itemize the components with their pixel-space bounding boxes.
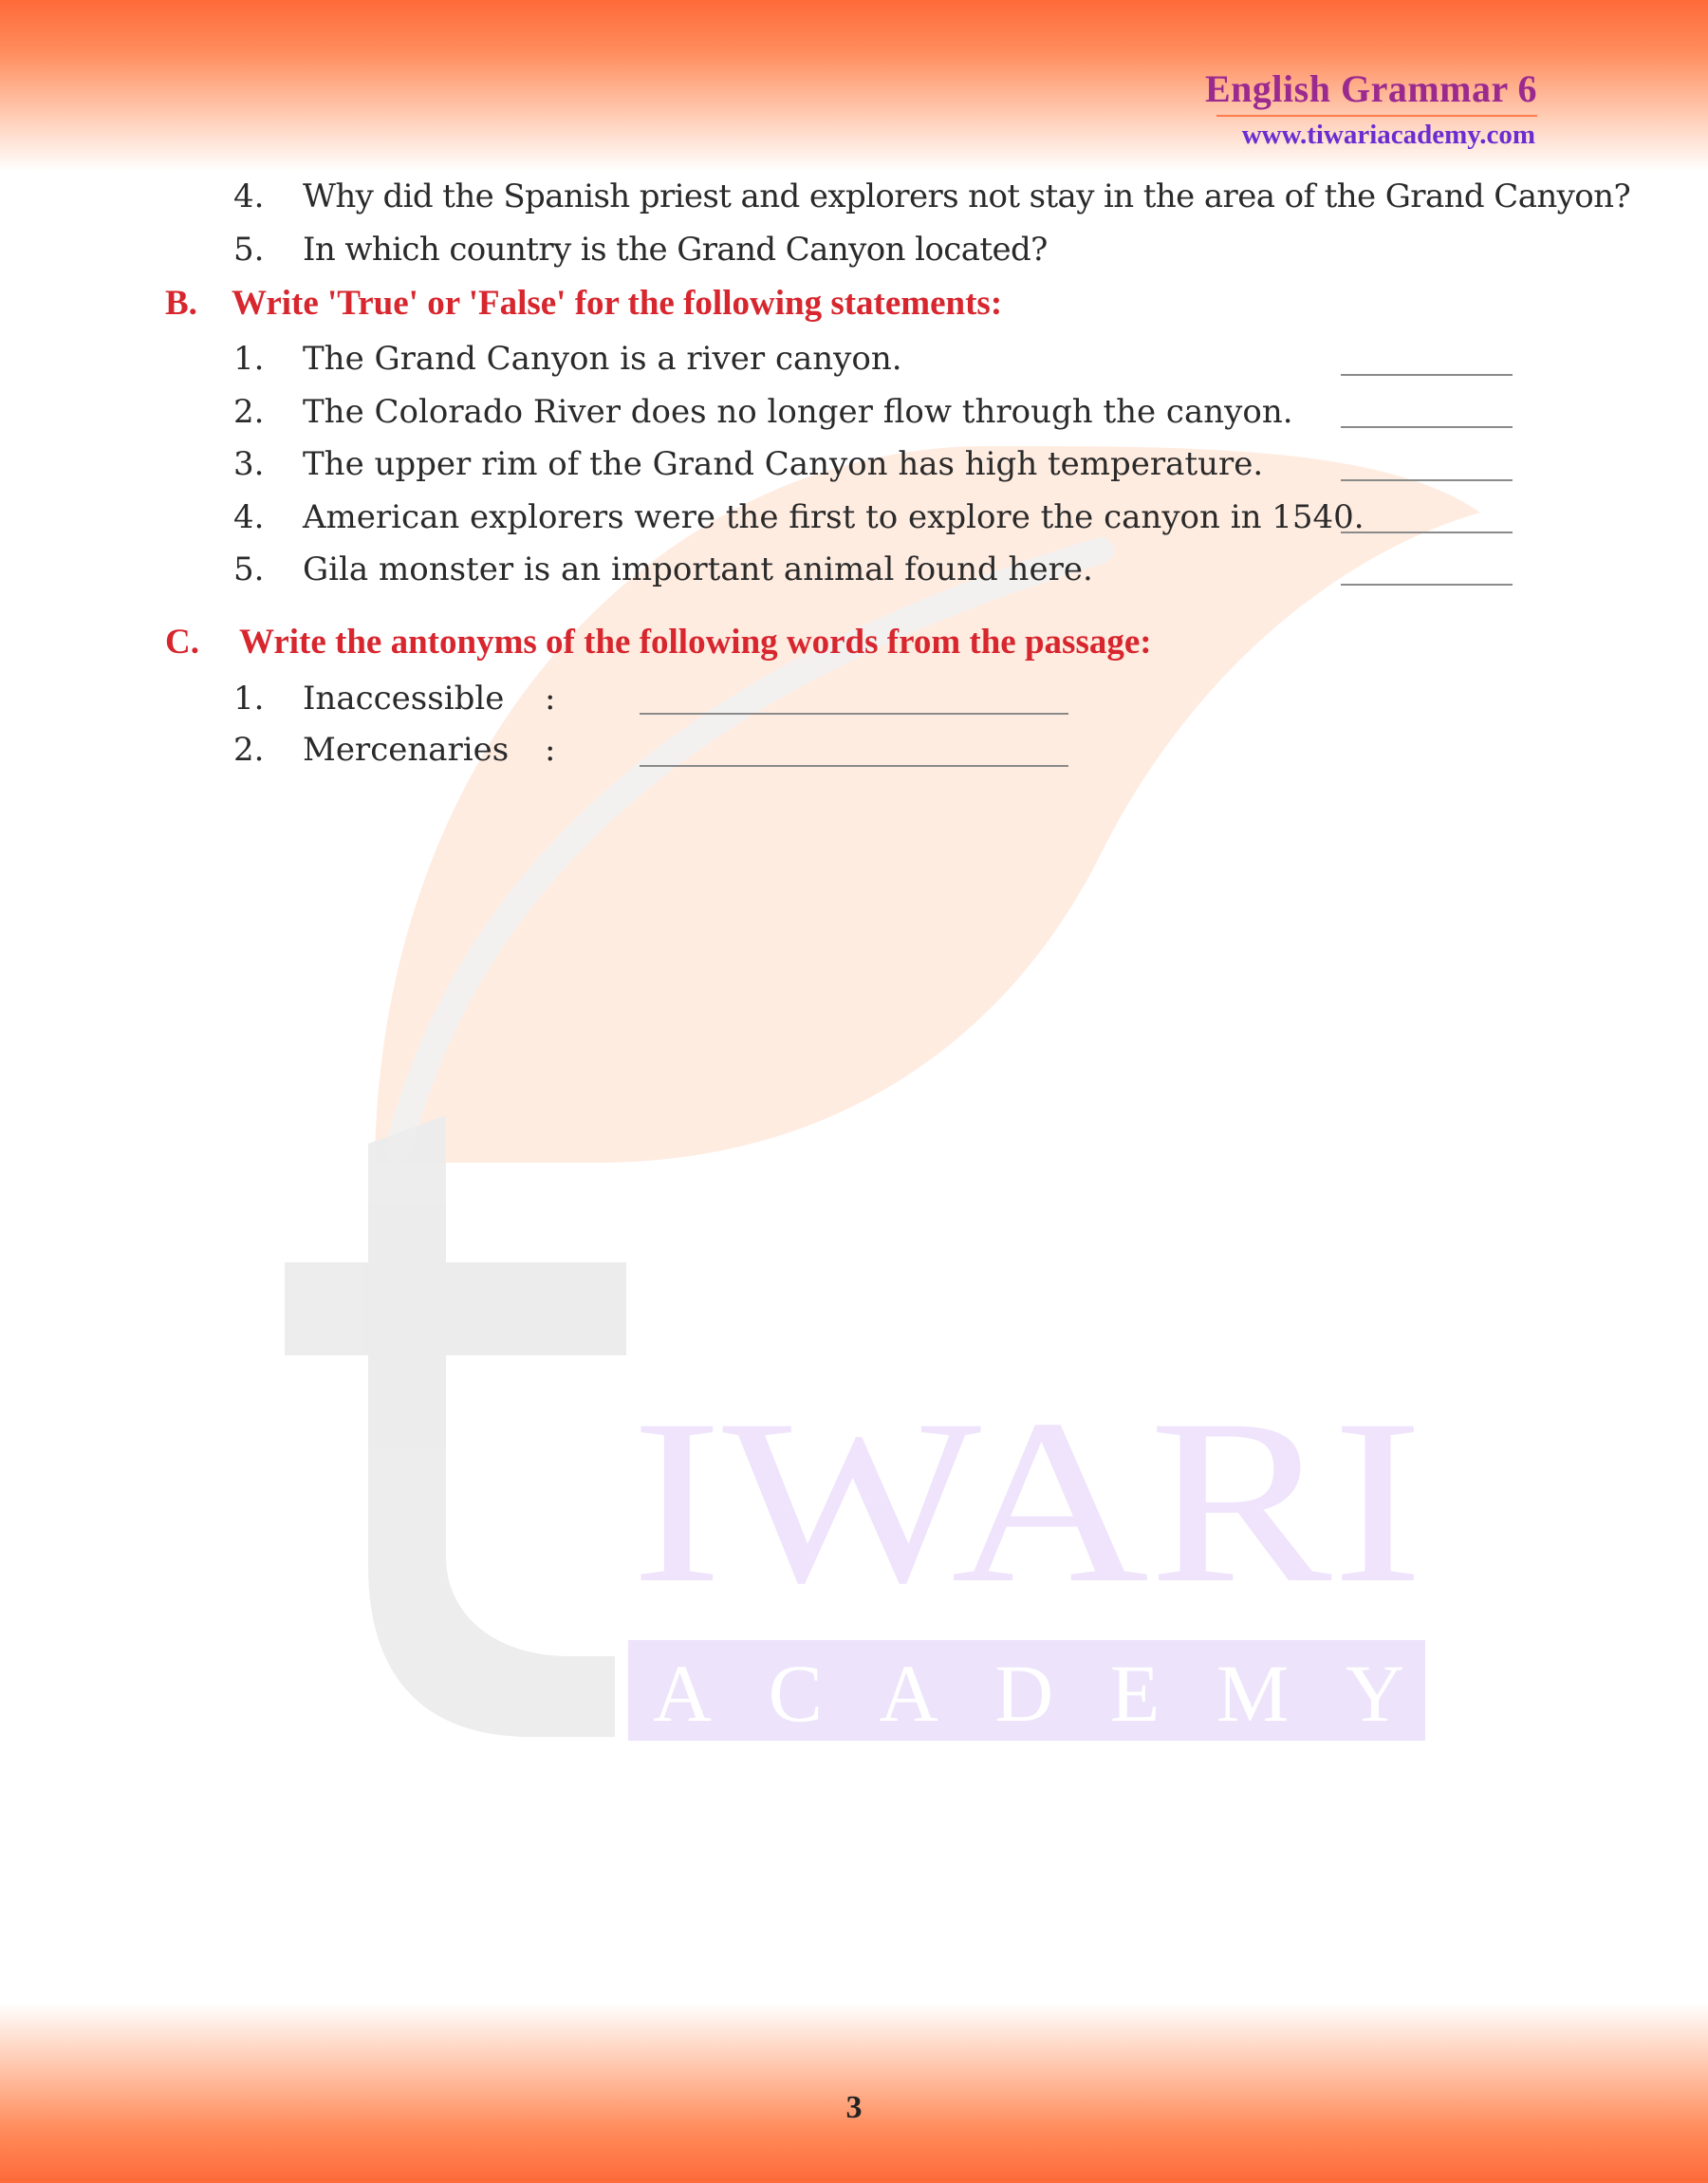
question-number: 5. bbox=[233, 231, 265, 269]
page-number: 3 bbox=[845, 2090, 863, 2125]
statement-text: American explorers were the first to explore the canyon in 1540. bbox=[303, 498, 1365, 536]
statement-text: The Grand Canyon is a river canyon. bbox=[303, 340, 902, 378]
answer-blank[interactable] bbox=[1341, 479, 1513, 481]
item-number: 1. bbox=[233, 680, 265, 718]
answer-blank[interactable] bbox=[1341, 426, 1513, 428]
header-rule bbox=[1216, 115, 1537, 117]
answer-blank[interactable] bbox=[1341, 584, 1513, 586]
section-heading-text: Write 'True' or 'False' for the following statements: bbox=[232, 284, 1003, 323]
item-number: 1. bbox=[233, 340, 265, 378]
antonym-answer-line[interactable] bbox=[640, 713, 1068, 715]
statement-text: The Colorado River does no longer flow through the canyon. bbox=[303, 393, 1293, 431]
question-text: Why did the Spanish priest and explorers not stay in the area of the Grand Canyon? bbox=[303, 177, 1631, 215]
answer-blank[interactable] bbox=[1341, 532, 1513, 533]
item-number: 2. bbox=[233, 393, 265, 431]
item-number: 5. bbox=[233, 550, 265, 588]
item-number: 2. bbox=[233, 731, 265, 769]
antonym-word: Inaccessible bbox=[303, 680, 505, 718]
antonym-word: Mercenaries bbox=[303, 731, 510, 769]
question-text: In which country is the Grand Canyon located? bbox=[303, 231, 1048, 269]
section-letter: C. bbox=[165, 623, 199, 662]
section-letter: B. bbox=[165, 284, 197, 323]
website-link[interactable]: www.tiwariacademy.com bbox=[1241, 120, 1535, 150]
t-letter-watermark-icon bbox=[285, 1115, 626, 1737]
tiwari-watermark-text: IWARI bbox=[631, 1371, 1423, 1632]
item-number: 4. bbox=[233, 498, 265, 536]
statement-text: Gila monster is an important animal found here. bbox=[303, 550, 1093, 588]
antonym-answer-line[interactable] bbox=[640, 765, 1068, 767]
separator: : bbox=[545, 680, 556, 718]
statement-text: The upper rim of the Grand Canyon has high temperature. bbox=[303, 445, 1264, 483]
book-title: English Grammar 6 bbox=[1204, 67, 1537, 110]
academy-watermark-text: ACADEMY bbox=[653, 1648, 1404, 1739]
answer-blank[interactable] bbox=[1341, 374, 1513, 376]
separator: : bbox=[545, 731, 556, 769]
question-number: 4. bbox=[233, 177, 265, 215]
item-number: 3. bbox=[233, 445, 265, 483]
section-heading-text: Write the antonyms of the following words from the passage: bbox=[239, 623, 1152, 662]
